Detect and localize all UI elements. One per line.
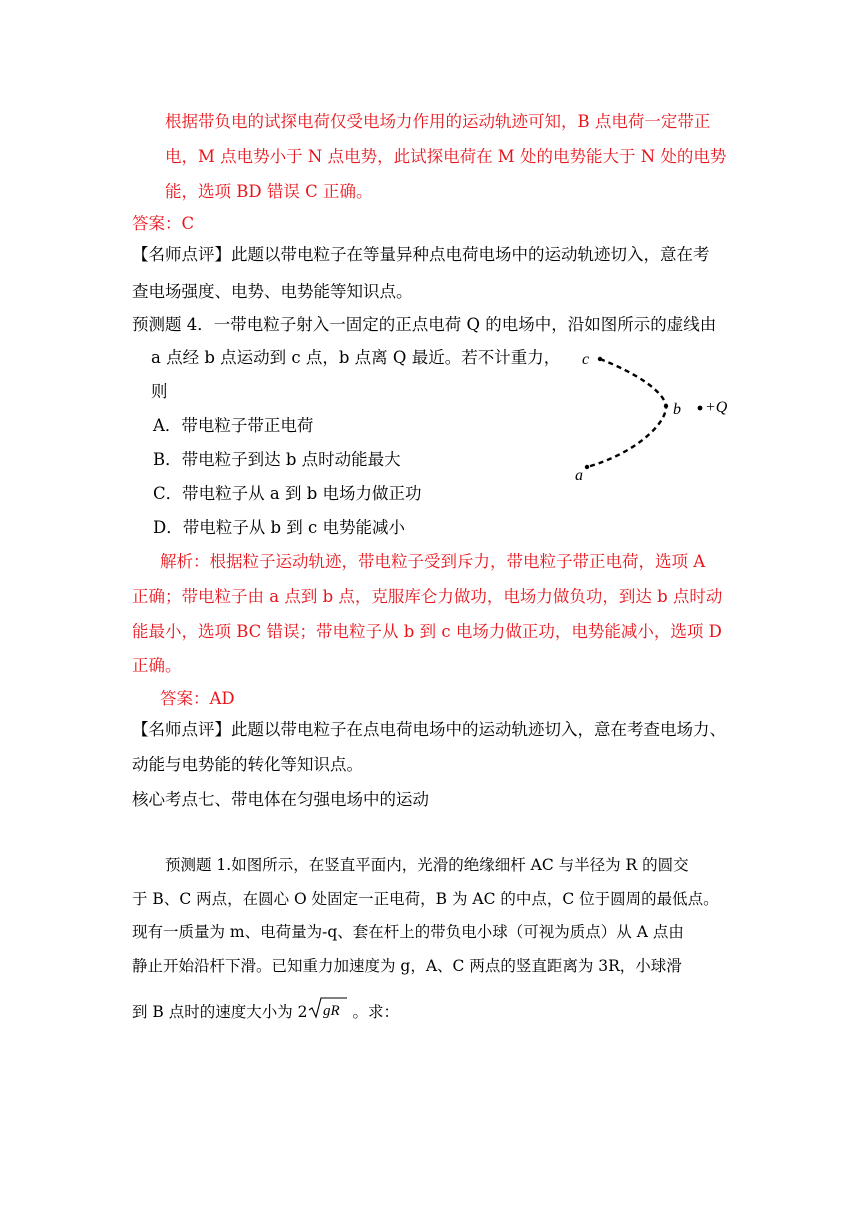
square-root-expression <box>308 996 348 1020</box>
label-a: a <box>575 467 583 484</box>
question-4-stem-line-1: 预测题 4．一带电粒子射入一固定的正点电荷 Q 的电场中，沿如图所示的虚线由 <box>132 315 717 334</box>
teacher-comment-q4-line-1: 【名师点评】此题以带电粒子在点电荷电场中的运动轨迹切入，意在考查电场力、 <box>132 720 726 739</box>
question-1-line-1: 预测题 1.如图所示，在竖直平面内，光滑的绝缘细杆 AC 与半径为 R 的圆交 <box>165 856 689 874</box>
analysis-line-1: 根据带负电的试探电荷仅受电场力作用的运动轨迹可知，B 点电荷一定带正 <box>165 112 711 131</box>
option-b: B．带电粒子到达 b 点时动能最大 <box>153 450 401 469</box>
option-a: A．带电粒子带正电荷 <box>153 416 314 435</box>
teacher-comment-line-2: 查电场强度、电势、电势能等知识点。 <box>132 282 413 301</box>
velocity-prefix: 到 B 点时的速度大小为 2 <box>132 1003 308 1021</box>
analysis-line-3: 能，选项 BD 错误 C 正确。 <box>165 182 373 201</box>
teacher-comment-q4-line-2: 动能与电势能的转化等知识点。 <box>132 755 363 774</box>
trajectory-figure <box>574 346 738 488</box>
point-b-dot <box>664 404 668 408</box>
teacher-comment-line-1: 【名师点评】此题以带电粒子在等量异种点电荷电场中的运动轨迹切入，意在考 <box>132 245 710 264</box>
analysis-q4-line-4: 正确。 <box>132 656 182 675</box>
analysis-q4-line-3: 能最小，选项 BC 错误；带电粒子从 b 到 c 电场力做正功，电势能减小，选项 D <box>132 622 722 641</box>
analysis-q4-line-2: 正确；带电粒子由 a 点到 b 点，克服库仑力做功，电场力做负功，到达 b 点时动 <box>132 587 723 606</box>
section-title: 核心考点七、带电体在匀强电场中的运动 <box>132 790 429 809</box>
option-d: D．带电粒子从 b 到 c 电势能减小 <box>153 518 406 537</box>
point-c-dot <box>598 357 602 361</box>
question-4-stem-line-2: a 点经 b 点运动到 c 点，b 点离 Q 最近。若不计重力， <box>151 348 561 367</box>
question-1-line-4: 静止开始沿杆下滑。已知重力加速度为 g，A、C 两点的竖直距离为 3R，小球滑 <box>132 957 682 975</box>
question-1-line-5 <box>132 996 399 1022</box>
charge-q-dot <box>698 406 703 411</box>
analysis-q4-line-1: 解析：根据粒子运动轨迹，带电粒子受到斥力，带电粒子带正电荷，选项 A <box>160 552 706 571</box>
question-1-line-3: 现有一质量为 m、电荷量为-q、套在杆上的带负电小球（可视为质点）从 A 点由 <box>132 923 684 941</box>
question-1-line-2: 于 B、C 两点，在圆心 O 处固定一正电荷，B 为 AC 的中点，C 位于圆周的最低点。 <box>132 890 719 908</box>
label-c: c <box>582 351 590 368</box>
point-a-dot <box>585 465 589 469</box>
question-4-stem-line-3: 则 <box>151 382 168 401</box>
dashed-trajectory <box>587 359 666 467</box>
option-c: C．带电粒子从 a 到 b 电场力做正功 <box>153 484 422 503</box>
radicand: gR <box>322 1003 340 1019</box>
analysis-line-2: 电，M 点电势小于 N 点电势，此试探电荷在 M 处的电势能大于 N 处的电势 <box>165 147 727 166</box>
label-plus-q: +Q <box>705 399 728 416</box>
answer-ad: 答案：AD <box>160 689 235 708</box>
answer-c: 答案：C <box>132 214 195 233</box>
velocity-suffix: 。求： <box>347 1003 399 1021</box>
label-b: b <box>673 401 681 418</box>
